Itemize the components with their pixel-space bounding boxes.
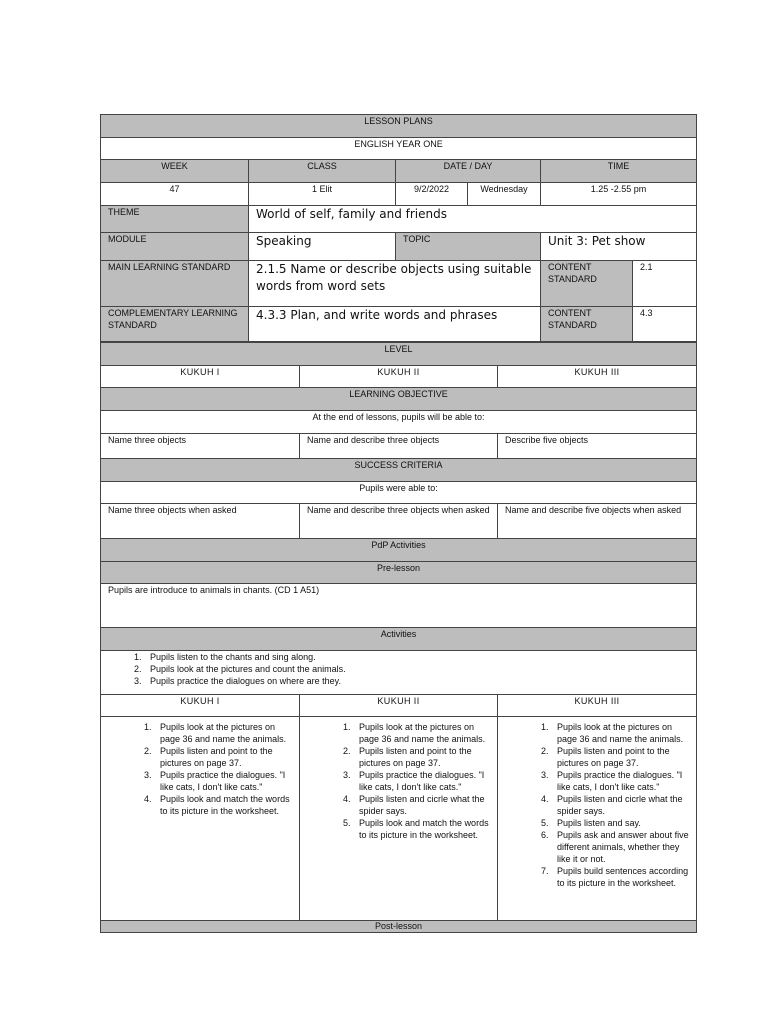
kukuh-2-activities-header: KUKUH II bbox=[300, 695, 498, 717]
kukuh-3-activity-list bbox=[505, 721, 689, 889]
lesson-plan-document bbox=[100, 114, 696, 933]
comp-standard-value: 4.3.3 Plan, and write words and phrases bbox=[249, 307, 541, 342]
activity-item: 2. Pupils look at the pictures and count the animals. bbox=[144, 663, 689, 675]
week-value: 47 bbox=[101, 183, 249, 206]
success-kukuh-1: Name three objects when asked bbox=[101, 504, 300, 539]
pre-lesson-header: Pre-lesson bbox=[101, 562, 697, 584]
comp-content-standard-label: CONTENT STANDARD bbox=[541, 307, 633, 342]
success-header: SUCCESS CRITERIA bbox=[101, 459, 697, 482]
kukuh-3-activity-item: 6. Pupils ask and answer about five different animals, whether they like it or not. bbox=[551, 829, 689, 865]
kukuh-2-activity-item: 1. Pupils look at the pictures on page 36 and name the animals. bbox=[353, 721, 490, 745]
topic-value: Unit 3: Pet show bbox=[541, 233, 697, 261]
main-standard-label: MAIN LEARNING STANDARD bbox=[101, 261, 249, 307]
main-content-standard-label: CONTENT STANDARD bbox=[541, 261, 633, 307]
subject-title: ENGLISH YEAR ONE bbox=[354, 139, 443, 149]
activity-item: 3. Pupils practice the dialogues on where are they. bbox=[144, 675, 689, 687]
module-value: Speaking bbox=[249, 233, 396, 261]
kukuh-1-activities-header: KUKUH I bbox=[101, 695, 300, 717]
objective-kukuh-3: Describe five objects bbox=[498, 434, 697, 459]
title-cell bbox=[101, 115, 697, 138]
level-header: LEVEL bbox=[101, 343, 697, 366]
activities-list bbox=[108, 651, 689, 687]
kukuh-3-activity-item: 7. Pupils build sentences according to its picture in the worksheet. bbox=[551, 865, 689, 889]
theme-value: World of self, family and friends bbox=[249, 206, 697, 233]
lesson-plan-table bbox=[100, 114, 697, 342]
theme-label: THEME bbox=[101, 206, 249, 233]
objective-kukuh-2: Name and describe three objects bbox=[300, 434, 498, 459]
success-kukuh-3: Name and describe five objects when asked bbox=[498, 504, 697, 539]
kukuh-3-activity-item: 3. Pupils practice the dialogues. "I like cats, I don't like cats." bbox=[551, 769, 689, 793]
kukuh-2-activities bbox=[300, 717, 498, 921]
time-value: 1.25 -2.55 pm bbox=[541, 183, 697, 206]
kukuh-3-activity-item: 1. Pupils look at the pictures on page 36 and name the animals. bbox=[551, 721, 689, 745]
week-header: WEEK bbox=[101, 160, 249, 183]
objective-intro: At the end of lessons, pupils will be able to: bbox=[101, 411, 697, 434]
pre-lesson-text: Pupils are introduce to animals in chants. (CD 1 A51) bbox=[101, 584, 697, 628]
class-header: CLASS bbox=[249, 160, 396, 183]
kukuh-3-activities-header: KUKUH III bbox=[498, 695, 697, 717]
lesson-plan-table-lower bbox=[100, 342, 697, 933]
module-label: MODULE bbox=[101, 233, 249, 261]
kukuh-1-header: KUKUH I bbox=[101, 366, 300, 388]
kukuh-2-header: KUKUH II bbox=[300, 366, 498, 388]
kukuh-2-activity-item: 2. Pupils listen and point to the pictures on page 37. bbox=[353, 745, 490, 769]
activity-item: 1. Pupils listen to the chants and sing along. bbox=[144, 651, 689, 663]
objective-header: LEARNING OBJECTIVE bbox=[101, 388, 697, 411]
kukuh-3-activities bbox=[498, 717, 697, 921]
time-header: TIME bbox=[541, 160, 697, 183]
success-intro: Pupils were able to: bbox=[101, 482, 697, 504]
kukuh-2-activity-list bbox=[307, 721, 490, 841]
kukuh-1-activity-item: 2. Pupils listen and point to the pictures on page 37. bbox=[154, 745, 292, 769]
objective-kukuh-1: Name three objects bbox=[101, 434, 300, 459]
kukuh-2-activity-item: 4. Pupils listen and cicrle what the spider says. bbox=[353, 793, 490, 817]
class-value: 1 Elit bbox=[249, 183, 396, 206]
kukuh-1-activity-item: 1. Pupils look at the pictures on page 36 and name the animals. bbox=[154, 721, 292, 745]
date-value: 9/2/2022 bbox=[396, 183, 468, 206]
topic-label: TOPIC bbox=[396, 233, 541, 261]
kukuh-1-activity-item: 4. Pupils look and match the words to its picture in the worksheet. bbox=[154, 793, 292, 817]
day-value: Wednesday bbox=[468, 183, 541, 206]
kukuh-3-header: KUKUH III bbox=[498, 366, 697, 388]
kukuh-1-activity-list bbox=[108, 721, 292, 817]
comp-standard-label: COMPLEMENTARY LEARNING STANDARD bbox=[101, 307, 249, 342]
activities-header: Activities bbox=[101, 628, 697, 651]
activities-cell bbox=[101, 651, 697, 695]
main-standard-value: 2.1.5 Name or describe objects using suitable words from word sets bbox=[249, 261, 541, 307]
kukuh-2-activity-item: 3. Pupils practice the dialogues. "I like cats, I don't like cats." bbox=[353, 769, 490, 793]
post-lesson-header: Post-lesson bbox=[101, 921, 697, 933]
pdp-header: PdP Activities bbox=[101, 539, 697, 562]
document-title: LESSON PLANS bbox=[364, 116, 433, 126]
kukuh-1-activity-item: 3. Pupils practice the dialogues. "I like cats, I don't like cats." bbox=[154, 769, 292, 793]
subject-cell bbox=[101, 138, 697, 160]
kukuh-3-activity-item: 2. Pupils listen and point to the pictures on page 37. bbox=[551, 745, 689, 769]
date-day-header: DATE / DAY bbox=[396, 160, 541, 183]
success-kukuh-2: Name and describe three objects when asked bbox=[300, 504, 498, 539]
main-content-standard-value: 2.1 bbox=[633, 261, 697, 307]
kukuh-1-activities bbox=[101, 717, 300, 921]
kukuh-2-activity-item: 5. Pupils look and match the words to its picture in the worksheet. bbox=[353, 817, 490, 841]
kukuh-3-activity-item: 5. Pupils listen and say. bbox=[551, 817, 689, 829]
kukuh-3-activity-item: 4. Pupils listen and cicrle what the spider says. bbox=[551, 793, 689, 817]
comp-content-standard-value: 4.3 bbox=[633, 307, 697, 342]
